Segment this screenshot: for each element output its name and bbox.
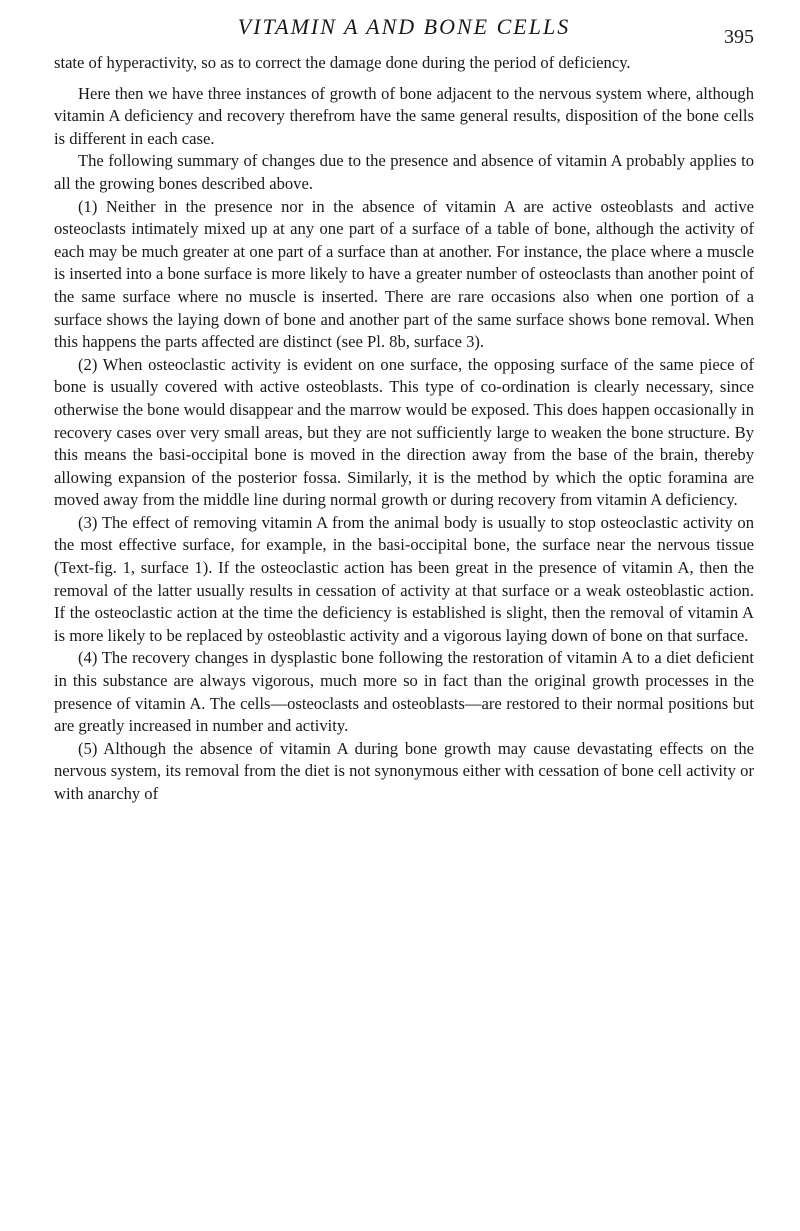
paragraph-point-2: (2) When osteoclastic activity is evident on one surface, the opposing surface of the same piece of bone is usually covered with active osteoblasts. This type of co-ordination is clearly necessary, since otherwise the bone would disappear and the marrow would be exposed. This does happen occasionally in recovery cases over very small areas, but they are not sufficiently large to weaken the bone structure. By this means the basi-occipital bone is moved in the direction away from the base of the brain, thereby allowing expansion of the posterior fossa. Similarly, it is the method by which the optic foramina are moved away from the middle line during normal growth or during recovery from vitamin A deficiency.: [54, 354, 754, 510]
paragraph-summary-lead: The following summary of changes due to the presence and absence of vitamin A probably applies to all the growing bones described above.: [54, 151, 754, 193]
paragraph-point-1: (1) Neither in the presence nor in the absence of vitamin A are active osteoblasts and active osteoclasts intimately mixed up at any one part of a surface of a table of bone, although the activity of each may be much greater at one part of a surface than at another. For instance, the place where a muscle is inserted into a bone surface is more likely to have a greater number of osteoclasts than another point of the same surface where no muscle is inserted. There are rare occasions also when one portion of a surface shows the laying down of bone and another part of the same surface shows bone removal. When this happens the parts affected are distinct (see Pl. 8b, surface 3).: [54, 196, 754, 352]
page-number: 395: [724, 26, 754, 48]
running-head: VITAMIN A AND BONE CELLS: [237, 14, 571, 39]
paragraph-summary-intro: Here then we have three instances of growth of bone adjacent to the nervous system where, although vitamin A deficiency and recovery therefrom have the same general results, disposition of the bone cells is different in each case.: [54, 83, 754, 148]
paragraph-point-5: (5) Although the absence of vitamin A during bone growth may cause devastating effects on the nervous system, its removal from the diet is not synonymous either with cessation of bone cell activity or with anarchy of: [54, 738, 754, 803]
page-header: [54, 0, 754, 52]
paragraph-point-3: (3) The effect of removing vitamin A from the animal body is usually to stop osteoclastic activity on the most effective surface, for example, in the basi-occipital bone, the surface near the nervous tissue (Text-fig. 1, surface 1). If the osteoclastic action has been great in the presence of vitamin A, then the removal of the latter usually results in cessation of activity at that surface or a weak osteoblastic action. If the osteoclastic action at the time the deficiency is established is slight, then the removal of vitamin A is more likely to be replaced by osteoblastic activity and a vigorous laying down of bone on that surface.: [54, 512, 754, 645]
body-text: [54, 52, 754, 806]
paragraph-point-4: (4) The recovery changes in dysplastic bone following the restoration of vitamin A to a diet deficient in this substance are always vigorous, much more so in fact than the original growth processes in the presence of vitamin A. The cells—osteoclasts and osteoblasts—are restored to their normal positions but are greatly increased in number and activity.: [54, 648, 754, 736]
journal-page: [54, 0, 754, 1231]
paragraph-continued: state of hyperactivity, so as to correct the damage done during the period of deficiency.: [54, 53, 631, 72]
